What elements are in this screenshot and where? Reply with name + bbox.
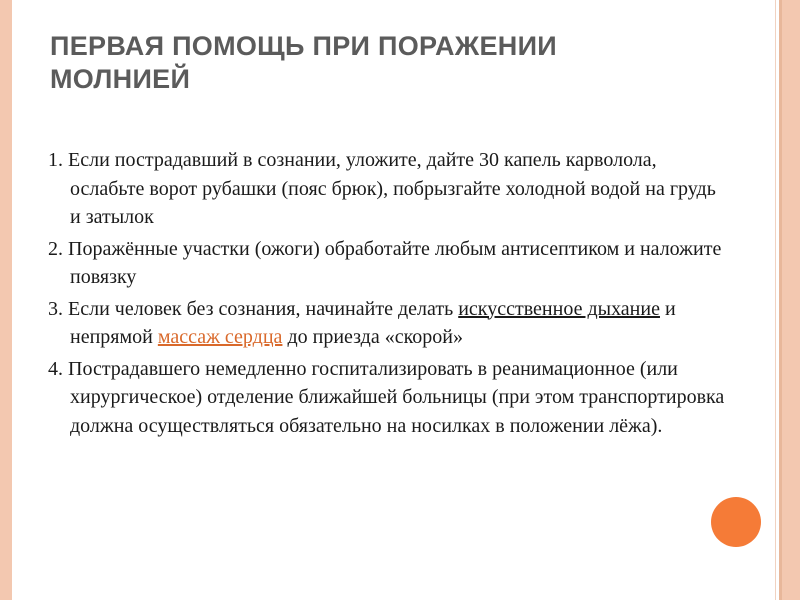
item-text: Если пострадавший в сознании, уложите, дайте 30 капель карволола, ослабьте ворот рубашки (пояс брюк), побрызгайте холодной водой на грудь и затылок bbox=[68, 149, 716, 228]
title-line-1: ПЕРВАЯ ПОМОЩЬ ПРИ ПОРАЖЕНИИ bbox=[50, 31, 557, 61]
item-text-before: Если человек без сознания, начинайте делать bbox=[68, 297, 454, 320]
heart-massage-link[interactable]: массаж сердца bbox=[157, 326, 283, 348]
item-text: Пострадавшего немедленно госпитализировать в реанимационное (или хирургическое) отделение ближайшей больницы (при этом транспортировка должна осуществляться обязательно на носилках в положении лёжа). bbox=[68, 357, 725, 437]
title-line-2: МОЛНИЕЙ bbox=[50, 64, 191, 94]
list-item-2 bbox=[48, 235, 728, 292]
artificial-respiration-link[interactable]: искусственное дыхание bbox=[458, 297, 660, 320]
item-number: 4. bbox=[48, 357, 63, 380]
orange-circle-decoration bbox=[711, 497, 761, 547]
list-item-1 bbox=[48, 146, 728, 232]
item-number: 2. bbox=[48, 237, 63, 260]
right-decorative-stripe bbox=[782, 0, 800, 600]
item-number: 1. bbox=[48, 149, 63, 171]
item-number: 3. bbox=[48, 297, 63, 320]
right-decorative-line bbox=[775, 0, 776, 600]
list-item-4 bbox=[48, 355, 728, 441]
first-aid-steps-list bbox=[48, 146, 728, 443]
list-item-3 bbox=[48, 295, 728, 352]
item-text: Поражённые участки (ожоги) обработайте любым антисептиком и наложите повязку bbox=[68, 237, 722, 288]
left-decorative-stripe bbox=[0, 0, 12, 600]
item-text-middle: и непрямой bbox=[70, 297, 676, 348]
slide-title bbox=[50, 30, 750, 96]
item-text-after: до приезда «скорой» bbox=[287, 326, 464, 348]
